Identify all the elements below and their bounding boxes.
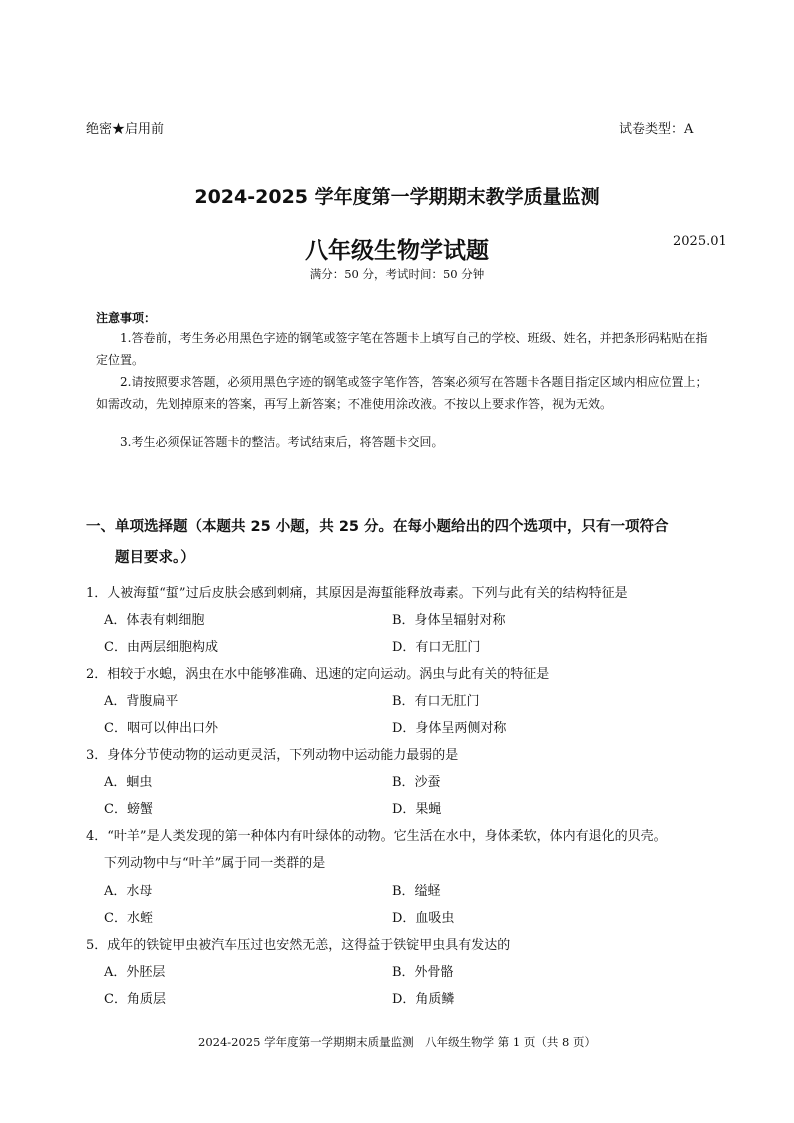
option-d: D．角质鳞 xyxy=(392,992,455,1007)
question-stem: 1．人被海蜇“蜇”过后皮肤会感到刺痛，其原因是海蜇能释放毒素。下列与此有关的结构特征是 xyxy=(86,586,628,601)
paper-type: 试卷类型：A xyxy=(619,122,694,137)
page-footer: 2024-2025 学年度第一学期期末质量监测 八年级生物学 第 1 页（共 8 页） xyxy=(198,1035,596,1049)
option-a: A．蛔虫 xyxy=(104,775,153,790)
option-c: C．由两层细胞构成 xyxy=(104,640,218,655)
option-b: B．缢蛏 xyxy=(392,884,441,899)
question-stem-cont: 下列动物中与“叶羊”属于同一类群的是 xyxy=(104,856,326,871)
section-heading-cont: 题目要求。） xyxy=(115,550,195,566)
option-c: C．螃蟹 xyxy=(104,802,153,817)
option-d: D．身体呈两侧对称 xyxy=(392,721,507,736)
notice-title: 注意事项： xyxy=(96,311,157,325)
notice-item: 1.答卷前，考生务必用黑色字迹的钢笔或签字笔在答题卡上填写自己的学校、班级、姓名，并把条形码粘贴在指定位置。 xyxy=(96,331,708,367)
question-stem: 4．“叶羊”是人类发现的第一种体内有叶绿体的动物。它生活在水中，身体柔软，体内有退化的贝壳。 xyxy=(86,829,667,844)
option-a: A．外胚层 xyxy=(104,965,166,980)
option-b: B．身体呈辐射对称 xyxy=(392,613,506,628)
option-c: C．水蛭 xyxy=(104,911,153,926)
notice-item: 2.请按照要求答题，必须用黑色字迹的钢笔或签字笔作答，答案必须写在答题卡各题目指定区域内相应位置上；如需改动，先划掉原来的答案，再写上新答案；不准使用涂改液。不按以上要求作答，视为无效。 xyxy=(96,375,708,411)
confidential-mark: 绝密★启用前 xyxy=(86,122,165,137)
option-c: C．咽可以伸出口外 xyxy=(104,721,218,736)
exam-title: 2024-2025 学年度第一学期期末教学质量监测 xyxy=(194,186,600,208)
option-a: A．体表有刺细胞 xyxy=(104,613,205,628)
question-stem: 5．成年的铁锭甲虫被汽车压过也安然无恙，这得益于铁锭甲虫具有发达的 xyxy=(86,938,511,953)
question-stem: 3．身体分节使动物的运动更灵活，下列动物中运动能力最弱的是 xyxy=(86,748,459,763)
option-a: A．背腹扁平 xyxy=(104,694,179,709)
exam-date: 2025.01 xyxy=(673,234,727,249)
section-heading: 一、单项选择题（本题共 25 小题，共 25 分。在每小题给出的四个选项中，只有一项符合 xyxy=(86,519,669,535)
option-b: B．有口无肛门 xyxy=(392,694,480,709)
option-d: D．有口无肛门 xyxy=(392,640,481,655)
option-b: B．外骨骼 xyxy=(392,965,454,980)
question-stem: 2．相较于水螅，涡虫在水中能够准确、迅速的定向运动。涡虫与此有关的特征是 xyxy=(86,667,550,682)
option-a: A．水母 xyxy=(104,884,153,899)
notice-item: 3.考生必须保证答题卡的整洁。考试结束后，将答题卡交回。 xyxy=(120,435,444,449)
option-b: B．沙蚕 xyxy=(392,775,441,790)
subject-title: 八年级生物学试题 xyxy=(305,238,489,264)
option-d: D．果蝇 xyxy=(392,802,442,817)
option-d: D．血吸虫 xyxy=(392,911,455,926)
score-time-info: 满分：50 分，考试时间：50 分钟 xyxy=(309,267,485,281)
option-c: C．角质层 xyxy=(104,992,166,1007)
